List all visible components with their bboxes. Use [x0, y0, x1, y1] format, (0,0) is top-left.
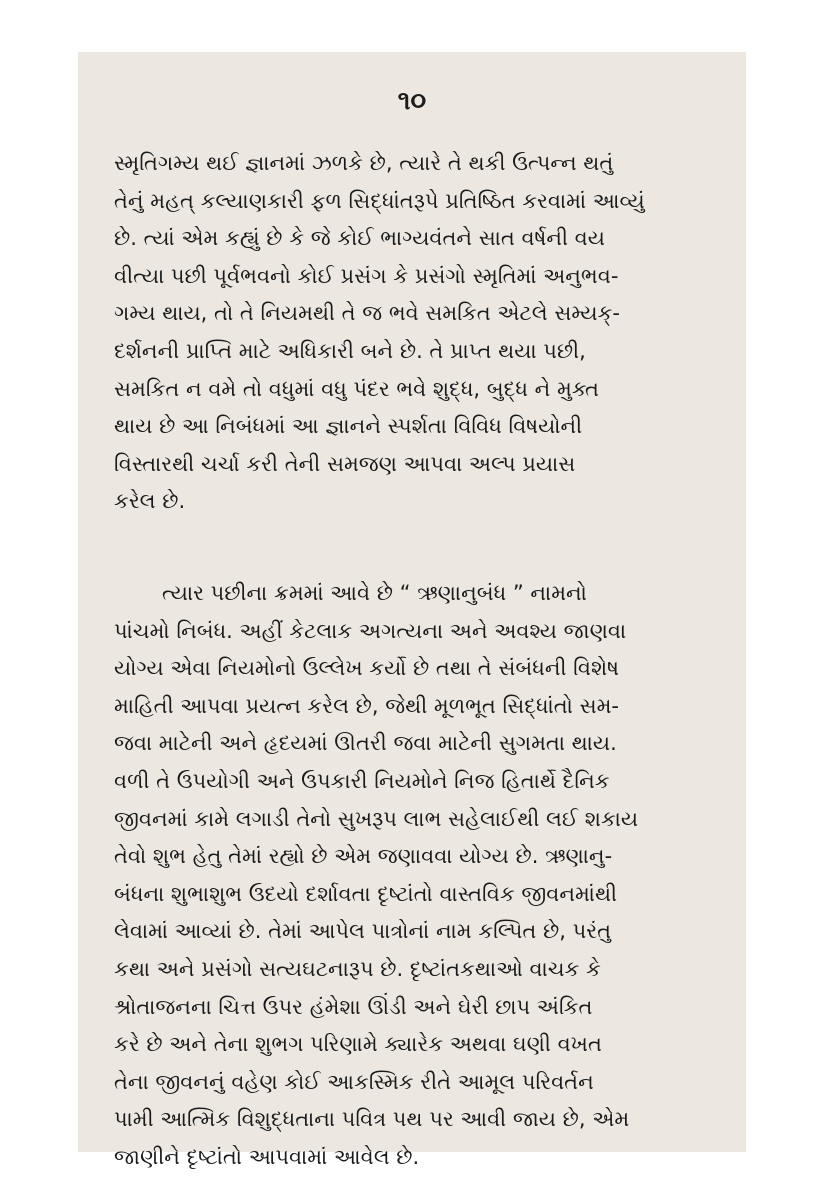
text-line: થાય છે આ નિબંધમાં આ જ્ઞાનને સ્પર્શતા વિવિધ વિષયોની	[114, 414, 583, 439]
text-line: દર્શનની પ્રાપ્તિ માટે અધિકારી બને છે. તે પ્રાપ્ત થયા પછી,	[114, 338, 586, 363]
text-line: સ્મૃતિગમ્ય થઈ જ્ઞાનમાં ઝળકે છે, ત્યારે તે થકી ઉત્પન્ન થતું	[114, 151, 614, 175]
text-line: જવા માટેની અને હૃદયમાં ઊતરી જવા માટેની સુગમતા થાય.	[114, 731, 617, 756]
book-page	[78, 52, 746, 1169]
text-line: જાણીને દૃષ્ટાંતો આપવામાં આવેલ છે.	[114, 1144, 420, 1169]
text-line: યોગ્ય એવા નિયમોનો ઉલ્લેખ કર્યો છે તથા તે સંબંધની વિશેષ	[114, 656, 619, 681]
text-line: ત્યાર પછીના ક્રમમાં આવે છે “ ઋણાનુબંધ ” નામનો	[162, 581, 587, 605]
text-line: તેનું મહત્ કલ્યાણકારી ફળ સિદ્ધાંતરૂપે પ્રતિષ્ઠિત કરવામાં આવ્યું	[114, 188, 645, 213]
paragraph-2	[114, 575, 714, 1177]
text-line: વિસ્તારથી ચર્ચા કરી તેની સમજણ આપવા અલ્પ પ્રયાસ	[114, 451, 576, 476]
text-line: છે. ત્યાં એમ કહ્યું છે કે જે કોઈ ભાગ્યવંતને સાત વર્ષની વય	[114, 226, 605, 251]
text-line: માહિતી આપવા પ્રયત્ન કરેલ છે, જેથી મૂળભૂત સિદ્ધાંતો સમ-	[114, 693, 619, 718]
text-line: શ્રોતાજનના ચિત્ત ઉપર હંમેશા ઊંડી અને ઘેરી છાપ અંકિત	[114, 994, 593, 1019]
text-line: તેના જીવનનું વહેણ કોઈ આકસ્મિક રીતે આમૂલ પરિવર્તન	[114, 1069, 594, 1094]
text-line: જીવનમાં કામે લગાડી તેનો સુખરૂપ લાભ સહેલાઈથી લઈ શકાય	[114, 806, 639, 831]
text-line: ગમ્ય થાય, તો તે નિયમથી તે જ ભવે સમકિત એટલે સમ્યક્-	[114, 301, 620, 326]
text-line: કરેલ છે.	[114, 489, 186, 514]
text-line: બંધના શુભાશુભ ઉદયો દર્શાવતા દૃષ્ટાંતો વાસ્તવિક જીવનમાંથી	[114, 881, 618, 906]
text-line: વીત્યા પછી પૂર્વભવનો કોઈ પ્રસંગ કે પ્રસંગો સ્મૃતિમાં અનુભવ-	[114, 263, 619, 288]
text-line: તેવો શુભ હેતુ તેમાં રહ્યો છે એમ જણાવવા યોગ્ય છે. ઋણાનુ-	[114, 844, 613, 869]
text-line: વળી તે ઉપયોગી અને ઉપકારી નિયમોને નિજ હિતાર્થે દૈનિક	[114, 768, 610, 793]
text-line: પામી આત્મિક વિશુદ્ધતાના પવિત્ર પથ પર આવી જાય છે, એમ	[114, 1107, 630, 1132]
text-line: સમકિત ન વમે તો વધુમાં વધુ પંદર ભવે શુદ્ધ, બુદ્ધ ને મુક્ત	[114, 376, 599, 401]
page-number: ૧૦	[397, 86, 427, 116]
text-line: લેવામાં આવ્યાં છે. તેમાં આપેલ પાત્રોનાં નામ કલ્પિત છે, પરંતુ	[114, 919, 611, 944]
text-line: કરે છે અને તેના શુભગ પરિણામે ક્યારેક અથવા ઘણી વખત	[114, 1032, 602, 1057]
text-line: કથા અને પ્રસંગો સત્યઘટનારૂપ છે. દૃષ્ટાંતકથાઓ વાચક કે	[114, 956, 601, 981]
paragraph-1	[114, 145, 714, 521]
text-line: પાંચમો નિબંધ. અહીં કેટલાક અગત્યના અને અવશ્ય જાણવા	[114, 618, 627, 643]
